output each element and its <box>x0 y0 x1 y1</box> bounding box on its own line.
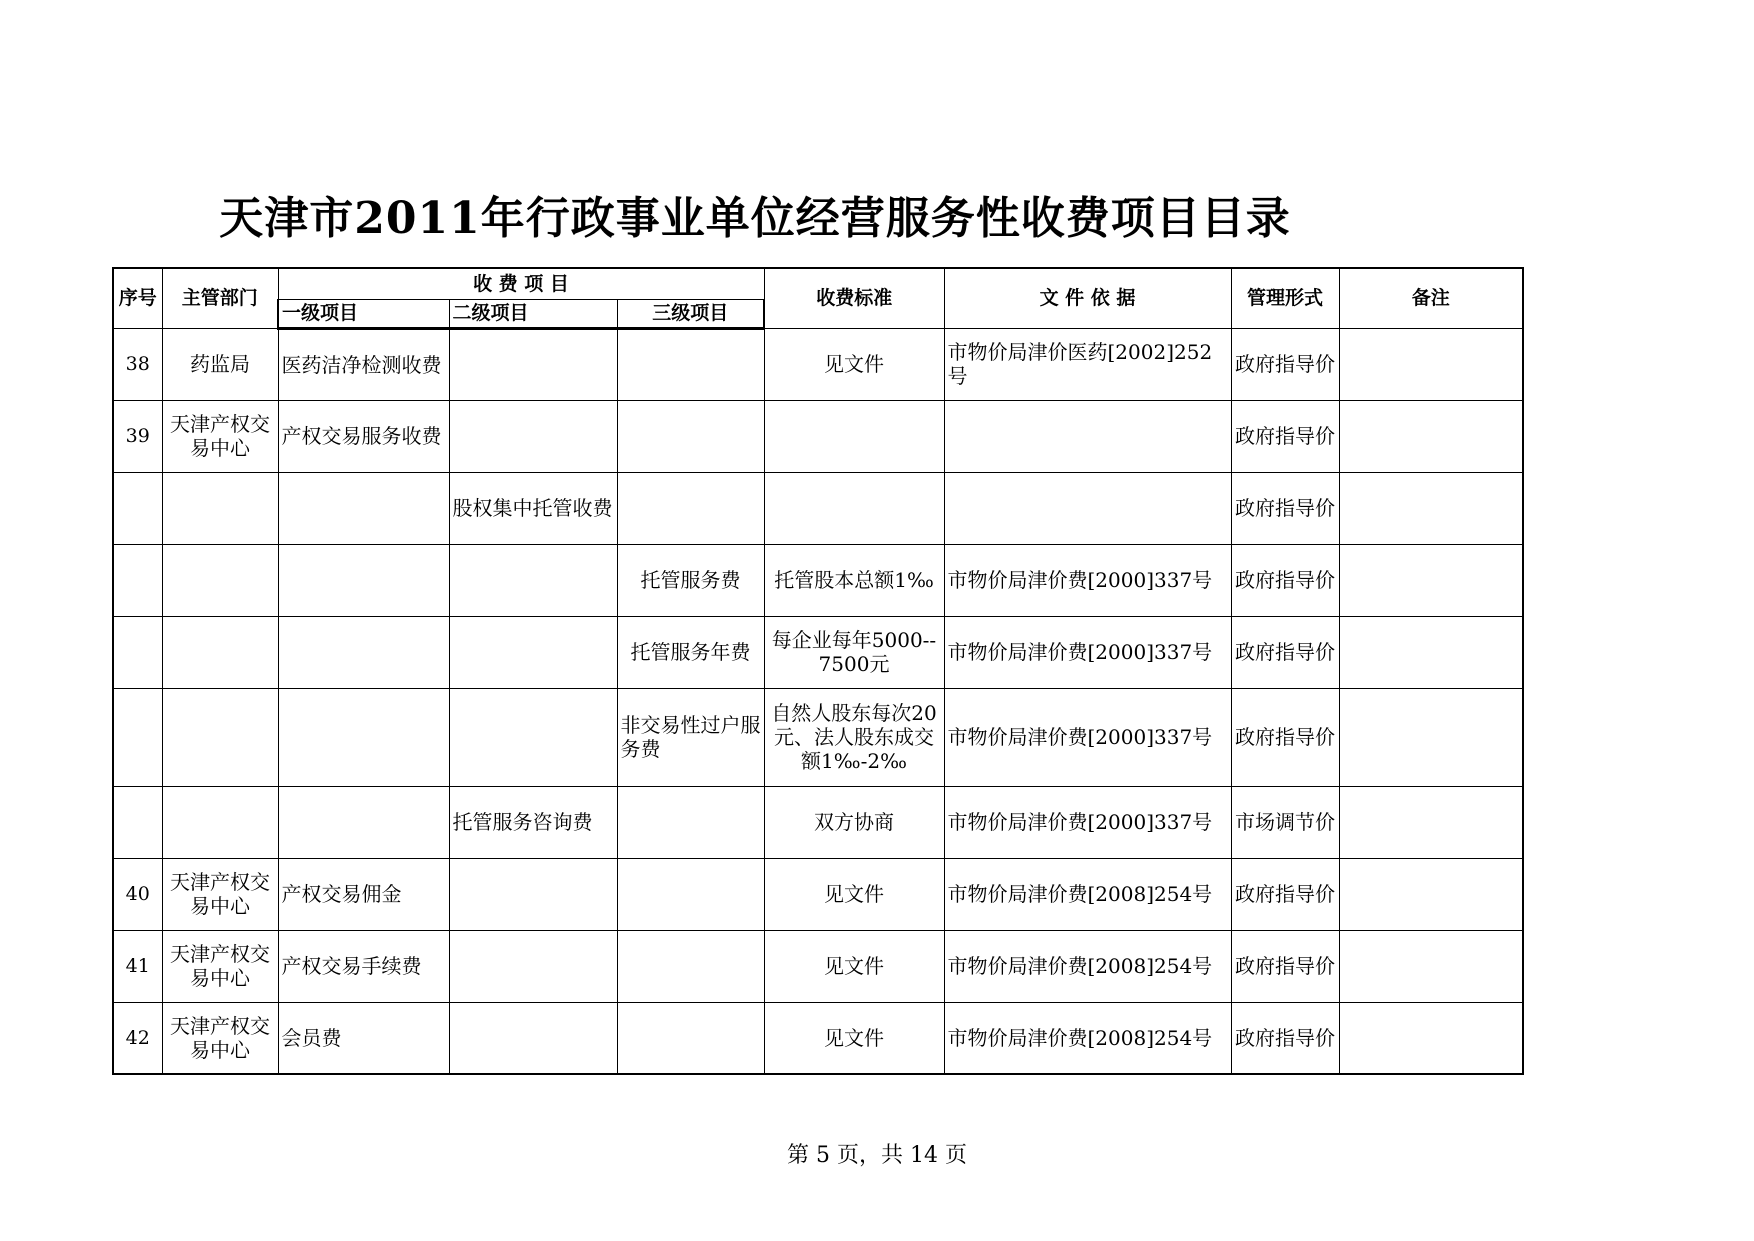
cell-remark <box>1339 1002 1523 1074</box>
cell-standard: 双方协商 <box>764 786 944 858</box>
cell-mgmt: 政府指导价 <box>1231 544 1339 616</box>
cell-level3 <box>617 400 764 472</box>
cell-seq <box>113 688 162 786</box>
cell-level1 <box>278 688 449 786</box>
cell-basis: 市物价局津价费[2008]254号 <box>944 930 1231 1002</box>
cell-level3: 托管服务费 <box>617 544 764 616</box>
table-row <box>113 616 1523 688</box>
cell-standard: 见文件 <box>764 328 944 400</box>
cell-level2 <box>449 328 617 400</box>
cell-remark <box>1339 328 1523 400</box>
cell-level3 <box>617 328 764 400</box>
table-row <box>113 400 1523 472</box>
cell-remark <box>1339 472 1523 544</box>
table-row <box>113 544 1523 616</box>
cell-level3 <box>617 930 764 1002</box>
cell-level1: 产权交易佣金 <box>278 858 449 930</box>
cell-level1 <box>278 472 449 544</box>
table-row <box>113 930 1523 1002</box>
cell-mgmt: 政府指导价 <box>1231 616 1339 688</box>
cell-level1: 产权交易服务收费 <box>278 400 449 472</box>
cell-seq: 41 <box>113 930 162 1002</box>
cell-basis: 市物价局津价费[2000]337号 <box>944 688 1231 786</box>
header-fee-items: 收 费 项 目 <box>278 268 764 299</box>
cell-standard: 见文件 <box>764 1002 944 1074</box>
cell-level3: 非交易性过户服务费 <box>617 688 764 786</box>
cell-basis: 市物价局津价费[2000]337号 <box>944 544 1231 616</box>
cell-dept: 天津产权交易中心 <box>162 400 278 472</box>
cell-dept <box>162 688 278 786</box>
header-seq: 序号 <box>113 268 162 328</box>
header-standard: 收费标准 <box>764 268 944 328</box>
cell-mgmt: 政府指导价 <box>1231 858 1339 930</box>
cell-seq: 40 <box>113 858 162 930</box>
cell-remark <box>1339 400 1523 472</box>
cell-remark <box>1339 544 1523 616</box>
cell-standard <box>764 472 944 544</box>
cell-standard: 每企业每年5000--7500元 <box>764 616 944 688</box>
cell-mgmt: 政府指导价 <box>1231 472 1339 544</box>
cell-level3 <box>617 1002 764 1074</box>
cell-dept <box>162 544 278 616</box>
cell-level1 <box>278 616 449 688</box>
table-body <box>113 328 1523 1074</box>
cell-dept: 天津产权交易中心 <box>162 1002 278 1074</box>
header-dept: 主管部门 <box>162 268 278 328</box>
cell-remark <box>1339 616 1523 688</box>
header-level1: 一级项目 <box>278 299 449 328</box>
table-row <box>113 328 1523 400</box>
cell-seq: 38 <box>113 328 162 400</box>
cell-basis <box>944 472 1231 544</box>
table-row <box>113 472 1523 544</box>
cell-level2 <box>449 688 617 786</box>
cell-level2 <box>449 858 617 930</box>
table-row <box>113 688 1523 786</box>
table-row <box>113 858 1523 930</box>
cell-level2 <box>449 930 617 1002</box>
cell-basis: 市物价局津价费[2008]254号 <box>944 858 1231 930</box>
header-basis: 文 件 依 据 <box>944 268 1231 328</box>
cell-basis: 市物价局津价费[2000]337号 <box>944 786 1231 858</box>
table-row <box>113 1002 1523 1074</box>
cell-standard: 见文件 <box>764 858 944 930</box>
cell-basis <box>944 400 1231 472</box>
cell-dept <box>162 616 278 688</box>
cell-seq <box>113 472 162 544</box>
cell-level1: 医药洁净检测收费 <box>278 328 449 400</box>
cell-seq <box>113 616 162 688</box>
cell-remark <box>1339 688 1523 786</box>
cell-mgmt: 政府指导价 <box>1231 930 1339 1002</box>
cell-mgmt: 政府指导价 <box>1231 1002 1339 1074</box>
cell-level2 <box>449 616 617 688</box>
cell-standard <box>764 400 944 472</box>
table-row <box>113 786 1523 858</box>
cell-seq: 42 <box>113 1002 162 1074</box>
cell-level1 <box>278 786 449 858</box>
cell-remark <box>1339 858 1523 930</box>
cell-basis: 市物价局津价费[2008]254号 <box>944 1002 1231 1074</box>
header-remark: 备注 <box>1339 268 1523 328</box>
cell-basis: 市物价局津价费[2000]337号 <box>944 616 1231 688</box>
cell-standard: 见文件 <box>764 930 944 1002</box>
page-footer: 第 5 页，共 14 页 <box>787 1143 967 1168</box>
cell-remark <box>1339 786 1523 858</box>
header-mgmt: 管理形式 <box>1231 268 1339 328</box>
cell-level2: 股权集中托管收费 <box>449 472 617 544</box>
cell-mgmt: 政府指导价 <box>1231 328 1339 400</box>
page-title: 天津市2011年行政事业单位经营服务性收费项目目录 <box>219 193 1291 244</box>
cell-mgmt: 市场调节价 <box>1231 786 1339 858</box>
cell-level2: 托管服务咨询费 <box>449 786 617 858</box>
cell-level2 <box>449 400 617 472</box>
cell-level1: 会员费 <box>278 1002 449 1074</box>
fee-table <box>112 267 1524 1075</box>
cell-level1 <box>278 544 449 616</box>
cell-dept: 药监局 <box>162 328 278 400</box>
header-level2: 二级项目 <box>449 299 617 328</box>
cell-dept <box>162 472 278 544</box>
header-level3: 三级项目 <box>617 299 764 328</box>
cell-standard: 托管股本总额1‰ <box>764 544 944 616</box>
cell-level3 <box>617 472 764 544</box>
cell-standard: 自然人股东每次20元、法人股东成交额1‰-2‰ <box>764 688 944 786</box>
cell-basis: 市物价局津价医药[2002]252号 <box>944 328 1231 400</box>
cell-seq: 39 <box>113 400 162 472</box>
cell-remark <box>1339 930 1523 1002</box>
cell-level3 <box>617 858 764 930</box>
cell-level2 <box>449 1002 617 1074</box>
cell-dept: 天津产权交易中心 <box>162 858 278 930</box>
cell-dept: 天津产权交易中心 <box>162 930 278 1002</box>
cell-mgmt: 政府指导价 <box>1231 400 1339 472</box>
cell-mgmt: 政府指导价 <box>1231 688 1339 786</box>
cell-level3 <box>617 786 764 858</box>
cell-seq <box>113 786 162 858</box>
cell-dept <box>162 786 278 858</box>
table-header <box>113 268 1523 328</box>
cell-level2 <box>449 544 617 616</box>
cell-level1: 产权交易手续费 <box>278 930 449 1002</box>
cell-seq <box>113 544 162 616</box>
cell-level3: 托管服务年费 <box>617 616 764 688</box>
